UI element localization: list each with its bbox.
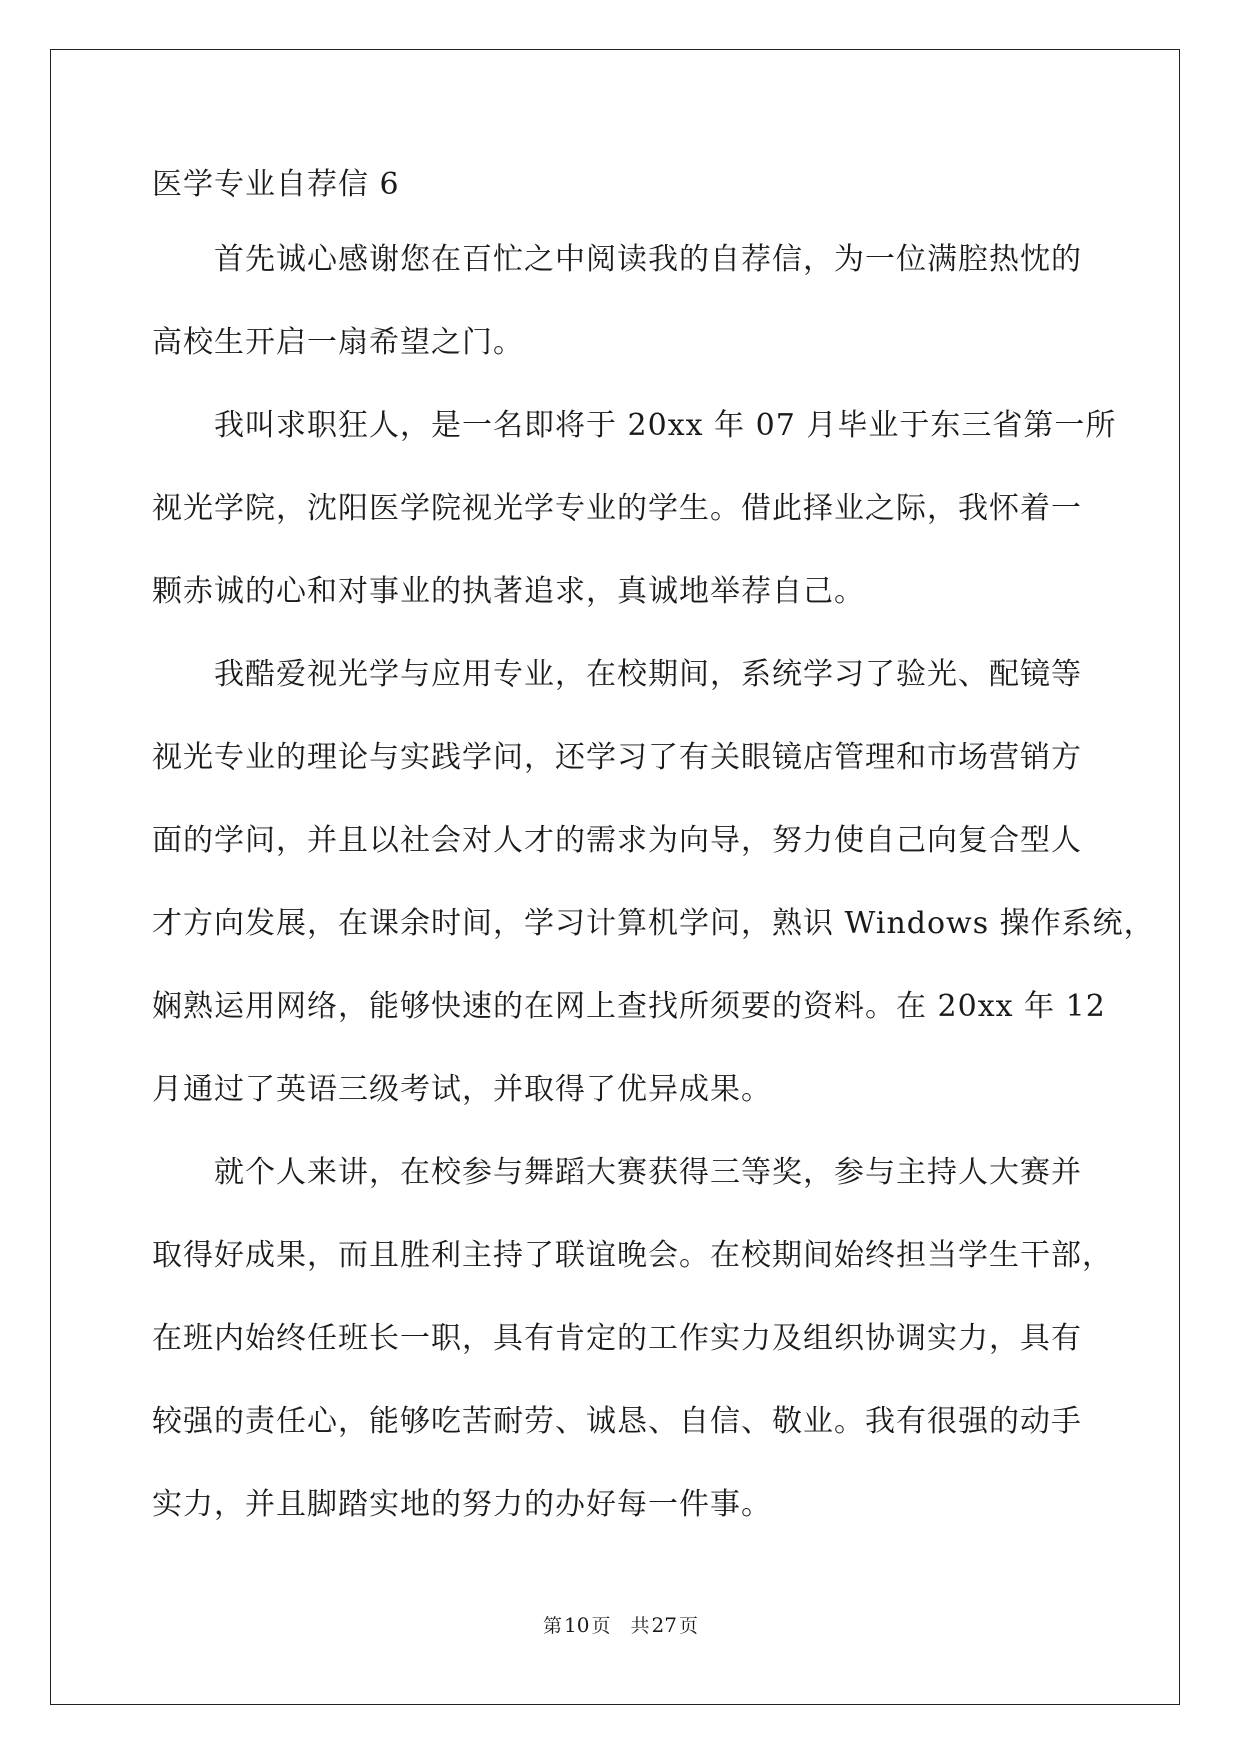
paragraph-line: 视光专业的理论与实践学问，还学习了有关眼镜店管理和市场营销方	[152, 740, 1082, 775]
paragraph-line: 实力，并且脚踏实地的努力的办好每一件事。	[152, 1487, 772, 1522]
paragraph	[152, 633, 1155, 1131]
paragraph-line: 娴熟运用网络，能够快速的在网上查找所须要的资料。在 20xx 年 12	[152, 989, 1106, 1024]
paragraph-line: 在班内始终任班长一职，具有肯定的工作实力及组织协调实力，具有	[152, 1321, 1082, 1356]
paragraph	[152, 1131, 1113, 1546]
paragraph-container	[152, 218, 1155, 1546]
footer-total-prefix: 共	[630, 1615, 650, 1637]
page-footer	[0, 1611, 1241, 1638]
paragraph-line: 取得好成果，而且胜利主持了联谊晚会。在校期间始终担当学生干部，	[152, 1238, 1113, 1273]
footer-total-suffix: 页	[678, 1615, 698, 1637]
paragraph-line: 首先诚心感谢您在百忙之中阅读我的自荐信，为一位满腔热忱的	[214, 242, 1082, 277]
paragraph-line: 我叫求职狂人，是一名即将于 20xx 年 07 月毕业于东三省第一所	[214, 408, 1117, 443]
footer-total-pages: 27	[651, 1613, 677, 1637]
paragraph-line: 月通过了英语三级考试，并取得了优异成果。	[152, 1072, 772, 1107]
paragraph-line: 面的学问，并且以社会对人才的需求为向导，努力使自己向复合型人	[152, 823, 1082, 858]
document-body	[152, 165, 1155, 1546]
paragraph	[152, 218, 1098, 384]
paragraph-line: 就个人来讲，在校参与舞蹈大赛获得三等奖，参与主持人大赛并	[214, 1155, 1082, 1190]
paragraph-line: 才方向发展，在课余时间，学习计算机学问，熟识 Windows 操作系统，	[152, 906, 1155, 941]
footer-page-suffix: 页	[591, 1615, 611, 1637]
document-title: 医学专业自荐信 6	[152, 167, 400, 202]
paragraph-line: 较强的责任心，能够吃苦耐劳、诚恳、自信、敬业。我有很强的动手	[152, 1404, 1082, 1439]
paragraph-line: 我酷爱视光学与应用专业，在校期间，系统学习了验光、配镜等	[214, 657, 1082, 692]
paragraph-line: 视光学院，沈阳医学院视光学专业的学生。借此择业之际，我怀着一	[152, 491, 1082, 526]
paragraph	[152, 384, 1117, 633]
paragraph-line: 颗赤诚的心和对事业的执著追求，真诚地举荐自己。	[152, 574, 865, 609]
footer-page-number: 10	[564, 1613, 590, 1637]
footer-prefix: 第	[543, 1615, 563, 1637]
paragraph-line: 高校生开启一扇希望之门。	[152, 325, 524, 360]
